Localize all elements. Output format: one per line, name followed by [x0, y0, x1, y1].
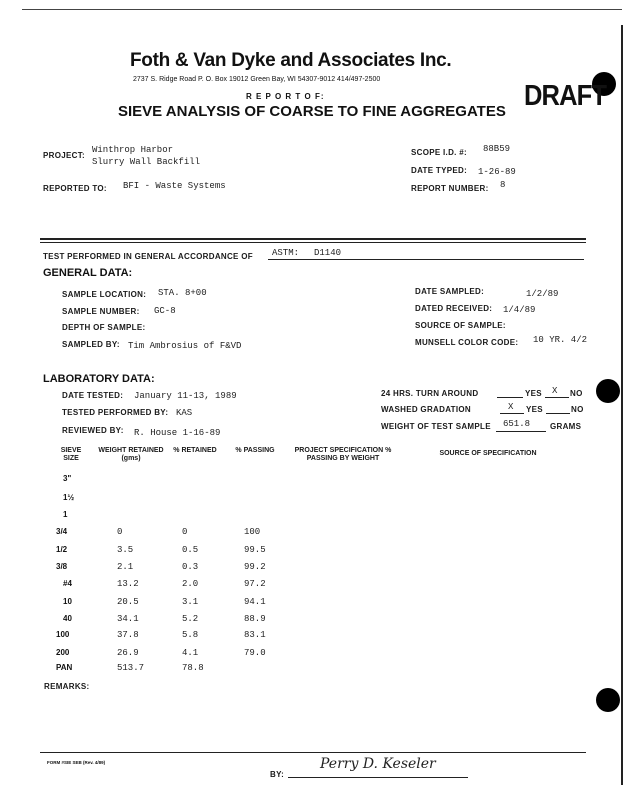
- separator-line-1: [40, 238, 586, 240]
- row-pct-passing: 79.0: [244, 648, 266, 658]
- row-sieve-size: 1½: [63, 493, 75, 502]
- turnaround-no: NO: [570, 389, 583, 398]
- grams-label: GRAMS: [550, 422, 582, 431]
- binder-edge-line: [621, 25, 623, 785]
- laboratory-data-heading: LABORATORY DATA:: [43, 373, 155, 385]
- row-pct-passing: 83.1: [244, 630, 266, 640]
- row-pct-retained: 4.1: [182, 648, 199, 658]
- row-pct-retained: 0.3: [182, 562, 199, 572]
- date-typed-value: 1-26-89: [478, 167, 516, 177]
- turnaround-mark: X: [552, 386, 558, 396]
- company-address: 2737 S. Ridge Road P. O. Box 19012 Green Bay, WI 54307-9012 414/497-2500: [133, 76, 381, 83]
- top-border: [22, 9, 622, 10]
- sampled-by-label: SAMPLED BY:: [62, 340, 120, 349]
- depth-label: DEPTH OF SAMPLE:: [62, 323, 146, 332]
- date-tested-value: January 11-13, 1989: [134, 391, 237, 401]
- row-sieve-size: 10: [63, 597, 72, 606]
- project-line2: Slurry Wall Backfill: [92, 157, 201, 167]
- row-weight-retained: 26.9: [117, 648, 139, 658]
- row-weight-retained: 0: [117, 527, 123, 537]
- scope-label: SCOPE I.D. #:: [411, 148, 467, 157]
- reported-to-label: REPORTED TO:: [43, 184, 107, 193]
- row-weight-retained: 13.2: [117, 579, 139, 589]
- punch-hole-bottom: [596, 688, 620, 712]
- header-weight-retained: WEIGHT RETAINED (gms): [98, 447, 164, 462]
- turnaround-label: 24 HRS. TURN AROUND: [381, 389, 479, 398]
- source-of-sample-label: SOURCE OF SAMPLE:: [415, 321, 506, 330]
- row-pct-passing: 97.2: [244, 579, 266, 589]
- row-sieve-size: 3/4: [56, 527, 68, 536]
- sampled-by-value: Tim Ambrosius of F&VD: [128, 341, 242, 351]
- row-pct-passing: 100: [244, 527, 261, 537]
- row-pct-retained: 0: [182, 527, 188, 537]
- tested-by-value: KAS: [176, 408, 193, 418]
- signature: Perry D. Keseler: [320, 756, 436, 772]
- date-tested-label: DATE TESTED:: [62, 391, 124, 400]
- washed-no: NO: [571, 405, 584, 414]
- row-sieve-size: 100: [56, 630, 70, 639]
- astm-label: ASTM:: [272, 248, 300, 258]
- weight-of-sample-value: 651.8: [503, 419, 531, 429]
- row-pct-passing: 99.2: [244, 562, 266, 572]
- accordance-label: TEST PERFORMED IN GENERAL ACCORDANCE OF: [43, 252, 253, 261]
- row-sieve-size: 1/2: [56, 545, 68, 554]
- tested-by-label: TESTED PERFORMED BY:: [62, 408, 169, 417]
- dated-received-value: 1/4/89: [503, 305, 536, 315]
- report-title: SIEVE ANALYSIS OF COARSE TO FINE AGGREGATES: [118, 103, 506, 120]
- row-sieve-size: 40: [63, 614, 72, 623]
- row-pct-passing: 94.1: [244, 597, 266, 607]
- sample-location-label: SAMPLE LOCATION:: [62, 290, 147, 299]
- row-sieve-size: PAN: [56, 663, 73, 672]
- weight-of-sample-label: WEIGHT OF TEST SAMPLE: [381, 422, 491, 431]
- row-pct-retained: 3.1: [182, 597, 199, 607]
- turnaround-no-blank: [545, 397, 569, 398]
- washed-mark: X: [508, 402, 514, 412]
- row-weight-retained: 20.5: [117, 597, 139, 607]
- remarks-label: REMARKS:: [44, 682, 90, 691]
- report-number-value: 8: [500, 180, 506, 190]
- row-weight-retained: 2.1: [117, 562, 134, 572]
- row-weight-retained: 3.5: [117, 545, 134, 555]
- munsell-value: 10 YR. 4/2: [533, 335, 588, 345]
- dated-received-label: DATED RECEIVED:: [415, 304, 493, 313]
- turnaround-yes: YES: [525, 389, 542, 398]
- form-number: FORM #SIE SEB (Rev. 4/89): [47, 760, 106, 765]
- row-pct-retained: 5.2: [182, 614, 199, 624]
- washed-yes-blank: [500, 413, 524, 414]
- washed-no-blank: [546, 413, 570, 414]
- weight-underline: [496, 431, 546, 432]
- row-sieve-size: 1: [63, 510, 68, 519]
- header-pct-passing: % PASSING: [235, 447, 275, 454]
- date-sampled-label: DATE SAMPLED:: [415, 287, 485, 296]
- washed-gradation-label: WASHED GRADATION: [381, 405, 471, 414]
- accordance-underline: [268, 259, 584, 260]
- company-name: Foth & Van Dyke and Associates Inc.: [130, 50, 452, 71]
- row-pct-retained: 2.0: [182, 579, 199, 589]
- general-data-heading: GENERAL DATA:: [43, 267, 133, 279]
- sample-location-value: STA. 8+00: [158, 288, 207, 298]
- reviewed-by-value: R. House 1-16-89: [134, 428, 221, 438]
- header-pct-retained: % RETAINED: [173, 447, 217, 454]
- project-line1: Winthrop Harbor: [92, 145, 174, 155]
- signature-line: [288, 777, 468, 778]
- turnaround-yes-blank: [497, 397, 523, 398]
- scope-value: 88B59: [483, 144, 511, 154]
- row-pct-passing: 88.9: [244, 614, 266, 624]
- row-sieve-size: #4: [63, 579, 72, 588]
- header-sieve-size: SIEVE SIZE: [60, 447, 82, 462]
- punch-hole-middle: [596, 379, 620, 403]
- report-number-label: REPORT NUMBER:: [411, 184, 489, 193]
- by-label: BY:: [270, 770, 285, 779]
- munsell-label: MUNSELL COLOR CODE:: [415, 338, 519, 347]
- row-weight-retained: 34.1: [117, 614, 139, 624]
- header-project-spec: PROJECT SPECIFICATION % PASSING BY WEIGHT: [294, 447, 392, 462]
- reviewed-by-label: REVIEWED BY:: [62, 426, 124, 435]
- project-label: PROJECT:: [43, 151, 85, 160]
- sample-number-label: SAMPLE NUMBER:: [62, 307, 140, 316]
- date-typed-label: DATE TYPED:: [411, 166, 468, 175]
- row-sieve-size: 200: [56, 648, 70, 657]
- footer-line: [40, 752, 586, 753]
- row-weight-retained: 513.7: [117, 663, 145, 673]
- row-sieve-size: 3": [63, 474, 72, 483]
- row-sieve-size: 3/8: [56, 562, 68, 571]
- header-source-spec: SOURCE OF SPECIFICATION: [439, 450, 537, 457]
- date-sampled-value: 1/2/89: [526, 289, 559, 299]
- washed-yes: YES: [526, 405, 543, 414]
- astm-method: D1140: [314, 248, 342, 258]
- reported-to-value: BFI - Waste Systems: [123, 181, 226, 191]
- row-pct-retained: 78.8: [182, 663, 204, 673]
- report-of-label: R E P O R T O F:: [246, 92, 325, 101]
- row-pct-retained: 5.8: [182, 630, 199, 640]
- row-pct-retained: 0.5: [182, 545, 199, 555]
- draft-stamp: DRAFT: [524, 80, 607, 112]
- row-pct-passing: 99.5: [244, 545, 266, 555]
- separator-line-2: [40, 242, 586, 243]
- sample-number-value: GC-8: [154, 306, 176, 316]
- row-weight-retained: 37.8: [117, 630, 139, 640]
